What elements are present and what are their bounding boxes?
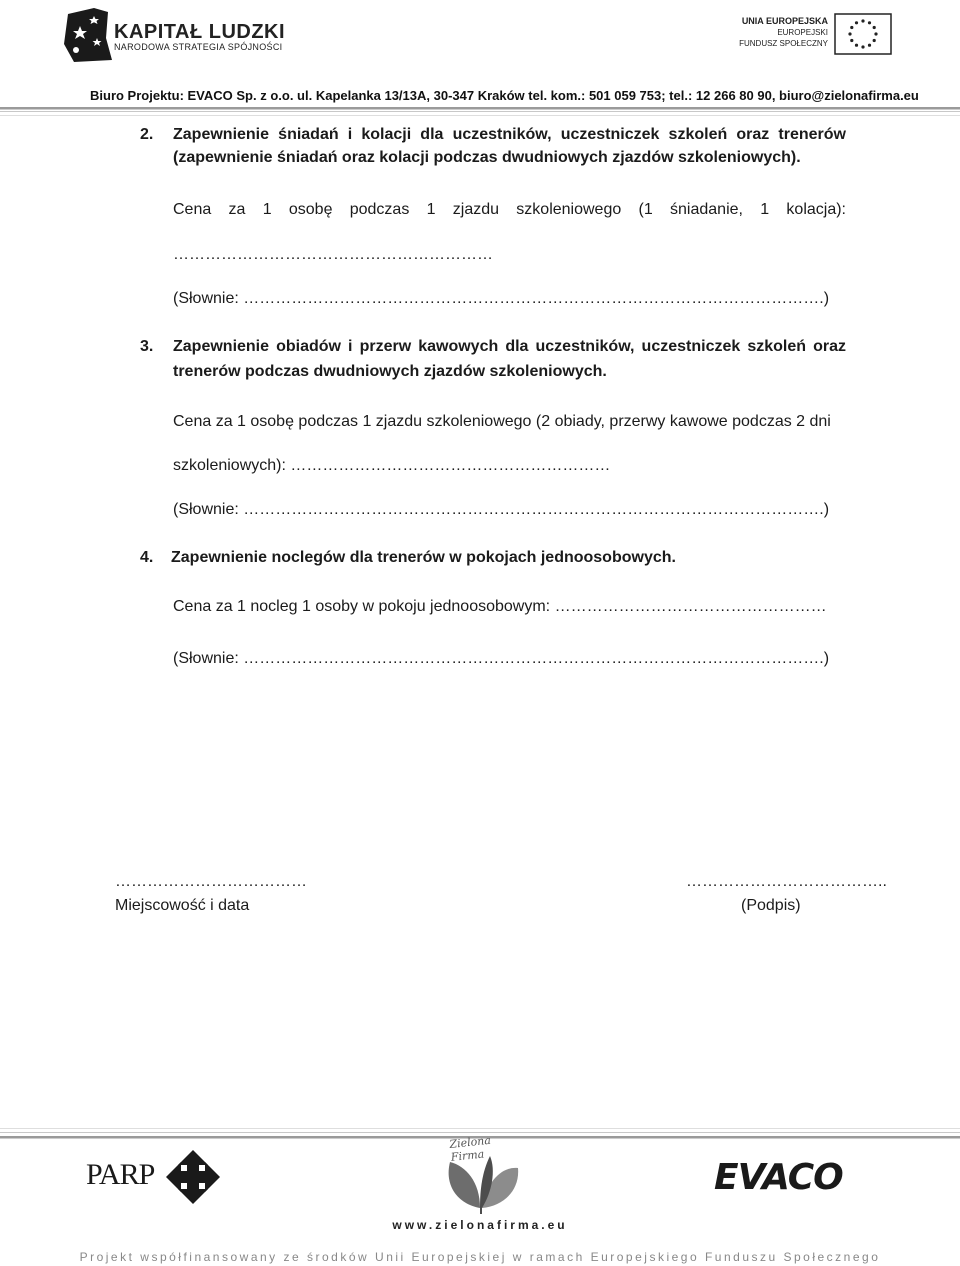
signature-field: ………………………………..	[686, 873, 887, 890]
item-2-words-field: (Słownie: ……………………………………………………………………………………………….)	[173, 290, 830, 307]
eu-logo-line2: EUROPEJSKI	[777, 28, 828, 37]
item-4-price-field: Cena za 1 nocleg 1 osoby w pokoju jednoosobowym: ……………………………………………	[173, 598, 827, 615]
item-3-heading: Zapewnienie obiadów i przerw kawowych dla uczestników, uczestniczek szkoleń oraz	[173, 338, 846, 355]
place-date-field: ………………………………	[115, 873, 307, 890]
item-3-words-field: (Słownie: ……………………………………………………………………………………………….)	[173, 501, 830, 518]
signature-label: (Podpis)	[741, 897, 801, 914]
leaves-icon	[440, 1148, 522, 1214]
header-divider	[0, 107, 960, 121]
kapital-ludzki-subtitle: NARODOWA STRATEGIA SPÓJNOŚCI	[114, 42, 283, 52]
item-3-heading-cont: trenerów podczas dwudniowych zjazdów szkoleniowych.	[173, 363, 607, 380]
item-3-price-field: szkoleniowych): ……………………………………………………	[173, 457, 611, 474]
item-4-number: 4.	[140, 549, 154, 566]
website-address: www.zielonafirma.eu	[392, 1218, 568, 1232]
cofinancing-statement: Projekt współfinansowany ze środków Unii Europejskiej w ramach Europejskiego Funduszu Społecznego	[79, 1250, 881, 1264]
evaco-logo	[714, 1158, 882, 1198]
eu-logo-text	[718, 16, 828, 49]
item-4	[140, 547, 848, 677]
item-2	[140, 124, 848, 307]
zielona-firma-logo	[436, 1132, 526, 1214]
eu-logo-line3: FUNDUSZ SPOŁECZNY	[739, 39, 828, 48]
kapital-ludzki-title: KAPITAŁ LUDZKI	[114, 21, 286, 43]
item-3-price-line: Cena za 1 osobę podczas 1 zjazdu szkoleniowego (2 obiady, przerwy kawowe podczas 2 dni	[173, 413, 831, 430]
item-2-heading-cont: (zapewnienie śniadań oraz kolacji podczas dwudniowych zjazdów szkoleniowych).	[173, 149, 801, 166]
project-office-line: Biuro Projektu: EVACO Sp. z o.o. ul. Kapelanka 13/13A, 30-347 Kraków tel. kom.: 501 059 753; tel.: 12 266 80 90, biuro@zielonafirma.eu	[90, 88, 919, 103]
item-4-words-field: (Słownie: ……………………………………………………………………………………………….)	[173, 650, 830, 667]
parp-logo-text: PARP	[86, 1158, 155, 1191]
item-4-heading: Zapewnienie noclegów dla trenerów w pokojach jednoosobowych.	[171, 549, 676, 566]
item-2-price-line: Cena za 1 osobę podczas 1 zjazdu szkoleniowego (1 śniadanie, 1 kolacja):	[173, 201, 846, 218]
place-date-label: Miejscowość i data	[115, 897, 250, 914]
parp-logo	[86, 1150, 226, 1204]
item-2-number: 2.	[140, 126, 154, 143]
zielona-firma-text: Zielona Firma	[448, 1133, 492, 1164]
evaco-logo-text: EVACO	[714, 1157, 843, 1198]
parp-arrows-icon	[166, 1150, 220, 1204]
item-3	[140, 336, 848, 526]
eu-flag-icon	[834, 13, 892, 55]
eu-logo-line1: UNIA EUROPEJSKA	[741, 16, 828, 26]
item-2-price-field: ……………………………………………………	[173, 246, 493, 263]
item-2-heading: Zapewnienie śniadań i kolacji dla uczestników, uczestniczek szkoleń oraz trenerów	[173, 126, 846, 143]
item-3-number: 3.	[140, 338, 154, 355]
